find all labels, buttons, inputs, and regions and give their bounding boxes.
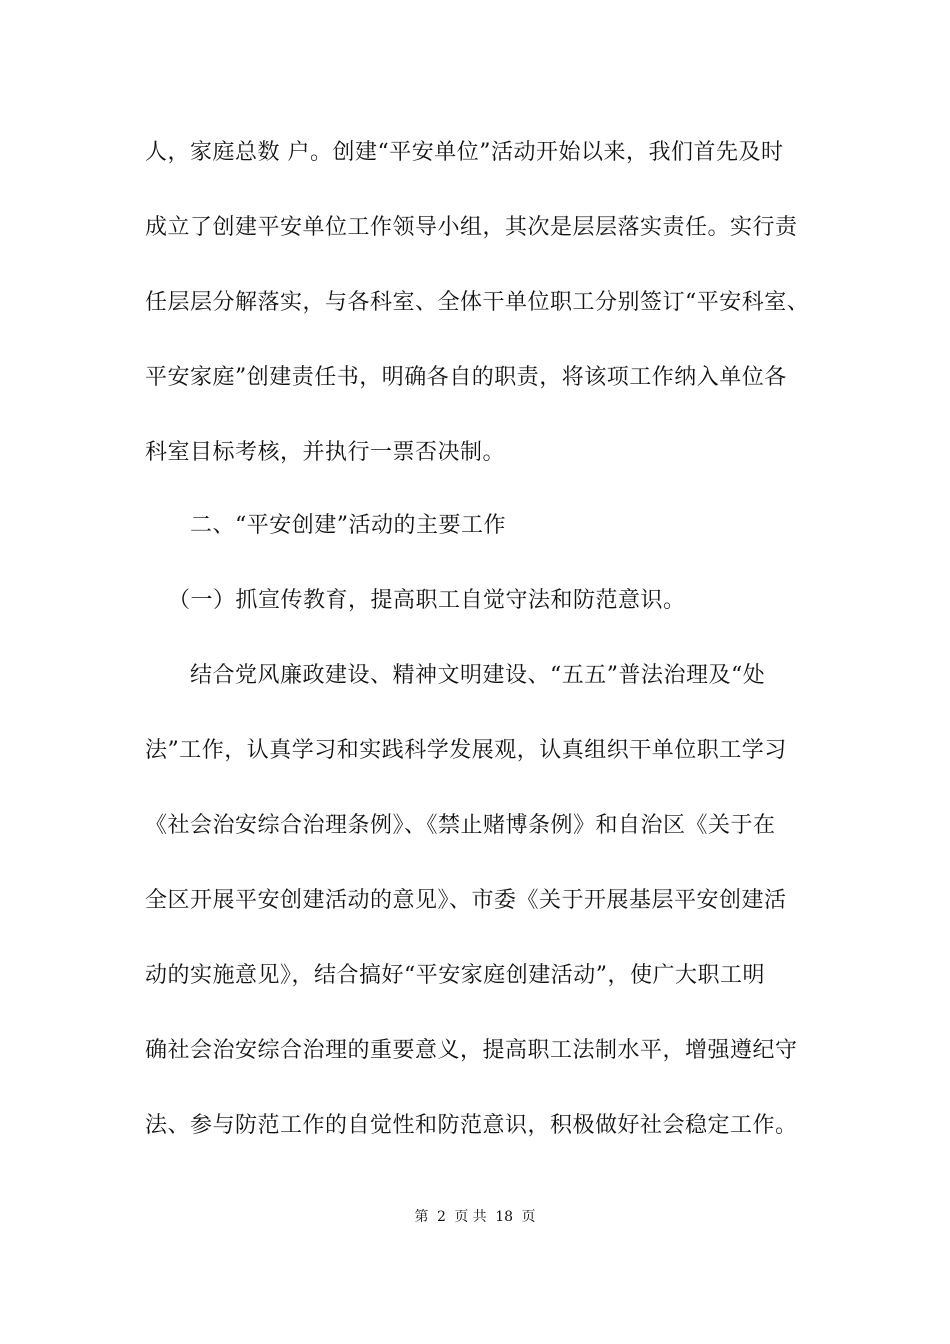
body-line-4: 平安家庭”创建责任书，明确各自的职责，将该项工作纳入单位各 (145, 365, 787, 390)
paragraph2-line-3: 《社会治安综合治理条例》、《禁止赌博条例》和自治区《关于在 (145, 813, 776, 838)
paragraph2-line-6: 确社会治安综合治理的重要意义，提高职工法制水平，增强遵纪守 (145, 1038, 798, 1063)
body-line-2: 成立了创建平安单位工作领导小组，其次是层层落实责任。实行责 (145, 215, 798, 240)
section-heading: 二、“平安创建”活动的主要工作 (190, 513, 506, 538)
page-footer (0, 1207, 950, 1227)
paragraph2-line-1: 结合党风廉政建设、精神文明建设、“五五”普法治理及“处 (190, 663, 766, 688)
subsection-heading: （一）抓宣传教育，提高职工自觉守法和防范意识。 (168, 588, 686, 613)
footer-prefix: 第 (414, 1209, 429, 1225)
paragraph2-line-2: 法”工作，认真学习和实践科学发展观，认真组织干单位职工学习 (145, 738, 787, 763)
footer-page-number: 2 (436, 1209, 446, 1225)
body-line-5: 科室目标考核，并执行一票否决制。 (145, 440, 506, 465)
paragraph2-line-7: 法、参与防范工作的自觉性和防范意识，积极做好社会稳定工作。 (145, 1113, 798, 1138)
footer-suffix: 页 (521, 1209, 536, 1225)
body-line-3: 任层层分解落实，与各科室、全体干单位职工分别签订“平安科室、 (145, 290, 810, 315)
paragraph2-line-5: 动的实施意见》，结合搞好“平安家庭创建活动”，使广大职工明 (145, 963, 765, 988)
body-line-1: 人，家庭总数 户。创建“平安单位”活动开始以来，我们首先及时 (145, 140, 784, 165)
footer-total-pages: 18 (495, 1209, 514, 1225)
paragraph2-line-4: 全区开展平安创建活动的意见》、市委《关于开展基层平安创建活 (145, 888, 787, 913)
footer-middle: 页 共 (454, 1209, 487, 1225)
